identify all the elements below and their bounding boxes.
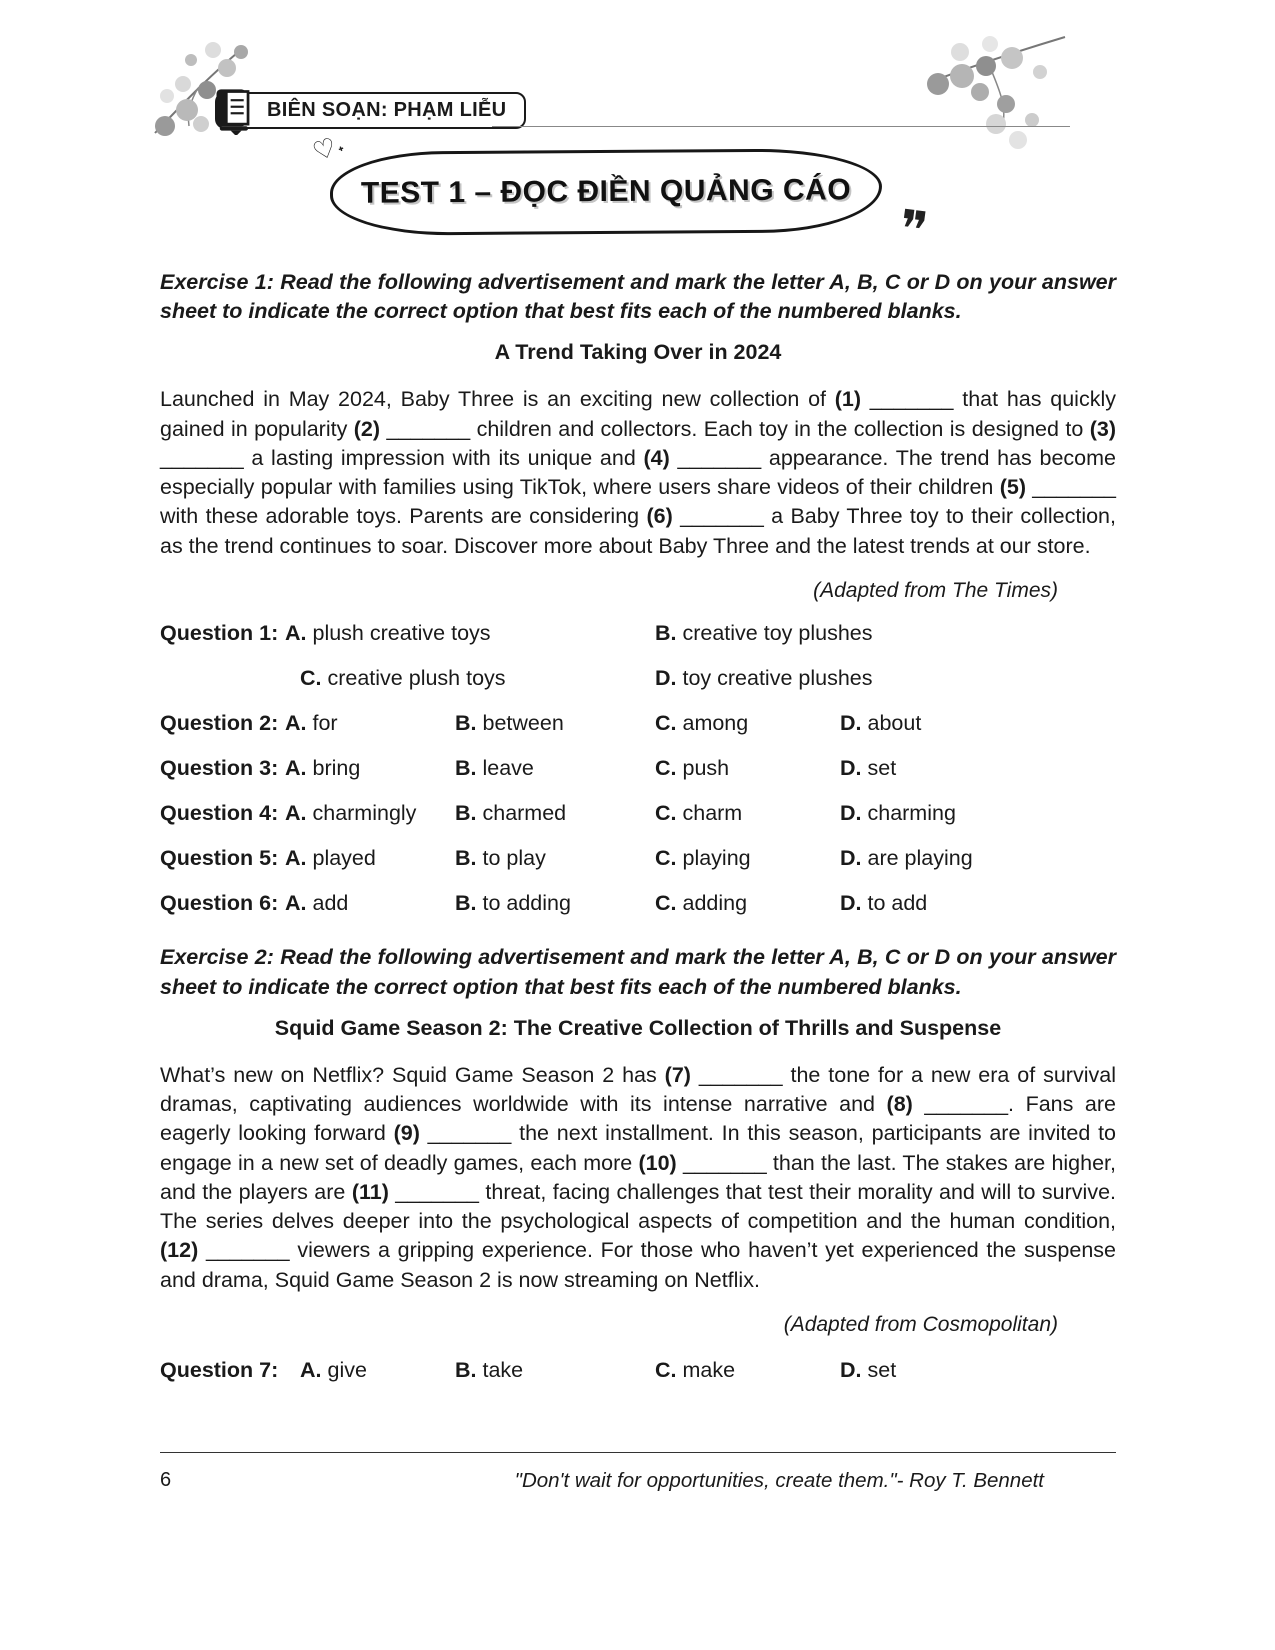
exercise2-source: (Adapted from Cosmopolitan)	[783, 1312, 1058, 1336]
footer-quote: "Don't wait for opportunities, create them."- Roy T. Bennett	[514, 1469, 1044, 1492]
exercise1-instruction: Exercise 1: Read the following advertisement and mark the letter A, B, C or D on your answer sheet to indicate the correct option that best fits each of the numbered blanks.	[160, 270, 1116, 324]
option-a: A. add	[285, 890, 349, 915]
option-a: A. plush creative toys	[285, 620, 491, 645]
option-d: D. charming	[840, 800, 956, 825]
question-label: Question 6:	[160, 890, 279, 915]
option-b: B. to adding	[455, 890, 571, 915]
option-b: B. take	[455, 1357, 524, 1382]
question-row	[160, 665, 1116, 693]
option-c: C. charm	[655, 800, 743, 825]
question-row	[160, 710, 1116, 738]
question-row	[160, 620, 1116, 648]
question-label: Question 4:	[160, 800, 279, 825]
option-c: C. among	[655, 710, 749, 735]
option-b: B. creative toy plushes	[655, 620, 873, 645]
heart-doodle-icon: ♡˖	[308, 128, 349, 168]
question-row	[160, 1357, 1116, 1385]
option-c: C. creative plush toys	[300, 665, 506, 690]
option-a: A. for	[285, 710, 338, 735]
exercise1-passage: Launched in May 2024, Baby Three is an exciting new collection of (1) _______ that has quickly gained in popularity (2) _______ children and collectors. Each toy in the collection is designed to (3) _______ a lasting impression with its unique and (4) _______ appearance. The trend has become especially popular with families using TikTok, where users share videos of their children (5) _______ with these adorable toys. Parents are considering (6) _______ a Baby Three toy to their collection, as the trend continues to soar. Discover more about Baby Three and the latest trends at our store.	[160, 387, 1116, 558]
option-a: A. played	[285, 845, 376, 870]
quote-doodle-icon: ❞	[895, 199, 932, 263]
question-row	[160, 890, 1116, 918]
option-d: D. toy creative plushes	[655, 665, 873, 690]
option-d: D. are playing	[840, 845, 973, 870]
page-footer	[160, 1452, 1116, 1493]
option-a: A. give	[300, 1357, 367, 1382]
option-d: D. about	[840, 710, 922, 735]
option-b: B. leave	[455, 755, 534, 780]
question-row	[160, 845, 1116, 873]
option-b: B. to play	[455, 845, 546, 870]
option-d: D. set	[840, 755, 897, 780]
option-b: B. charmed	[455, 800, 567, 825]
question-row	[160, 800, 1116, 828]
option-c: C. make	[655, 1357, 736, 1382]
option-c: C. push	[655, 755, 730, 780]
test-title: TEST 1 – ĐỌC ĐIỀN QUẢNG CÁO	[360, 173, 852, 210]
exercise2-passage-title: Squid Game Season 2: The Creative Collection of Thrills and Suspense	[274, 1015, 1002, 1040]
question-row	[160, 755, 1116, 783]
exercise1-source: (Adapted from The Times)	[813, 578, 1058, 602]
page-content	[160, 0, 1116, 1402]
option-c: C. playing	[655, 845, 751, 870]
question-label: Question 1:	[160, 620, 279, 645]
question-label: Question 7:	[160, 1357, 279, 1382]
exercise2-passage: What’s new on Netflix? Squid Game Season 2 has (7) _______ the tone for a new era of survival dramas, captivating audiences worldwide with its intense narrative and (8) _______. Fans are eagerly looking forward (9) _______ the next installment. In this season, participants are invited to engage in a new set of deadly games, each more (10) _______ than the last. The stakes are higher, and the players are (11) _______ threat, facing challenges that test their morality and will to survive. The series delves deeper into the psychological aspects of competition and the human condition, (12) _______ viewers a gripping experience. For those who haven’t yet experienced the suspense and drama, Squid Game Season 2 is now streaming on Netflix.	[160, 1062, 1117, 1292]
option-a: A. bring	[285, 755, 361, 780]
question-label: Question 5:	[160, 845, 279, 870]
option-d: D. to add	[840, 890, 928, 915]
exercise1-passage-title: A Trend Taking Over in 2024	[494, 340, 782, 365]
question-label: Question 3:	[160, 755, 279, 780]
page-number: 6	[160, 1469, 172, 1491]
option-d: D. set	[840, 1357, 897, 1382]
question-label: Question 2:	[160, 710, 279, 735]
option-b: B. between	[455, 710, 564, 735]
option-a: A. charmingly	[285, 800, 417, 825]
exercise2-instruction: Exercise 2: Read the following advertisement and mark the letter A, B, C or D on your answer sheet to indicate the correct option that best fits each of the numbered blanks.	[160, 945, 1116, 999]
option-c: C. adding	[655, 890, 748, 915]
author-badge-label: BIÊN SOẠN: PHẠM LIỄU	[267, 99, 507, 121]
